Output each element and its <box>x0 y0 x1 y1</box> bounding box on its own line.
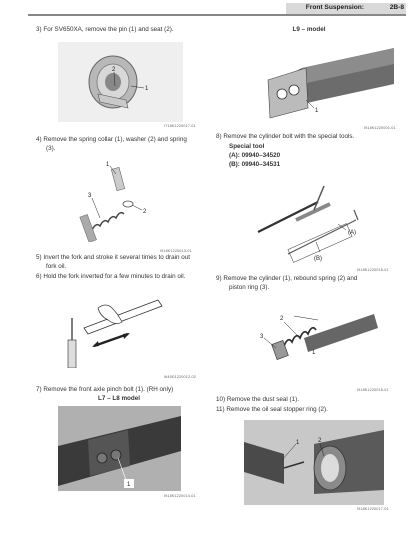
figure-1-code: I718K1220017-01 <box>164 124 196 128</box>
svg-text:1: 1 <box>312 350 316 356</box>
special-tools-illustration <box>248 180 376 265</box>
spring-collar-illustration <box>70 160 195 242</box>
model-l7-l8-heading: L7 – L8 model <box>98 395 140 402</box>
model-l9-heading: L9 – model <box>292 26 326 33</box>
figure-2-code: I918K1220013-01 <box>160 249 192 253</box>
step-4-text-line2: (3). <box>46 145 56 152</box>
dust-seal-photo <box>244 420 384 505</box>
figure-axle-pinch-bolt <box>58 406 181 491</box>
svg-text:1: 1 <box>145 86 149 92</box>
svg-text:(B): (B) <box>314 256 322 262</box>
drain-oil-illustration <box>58 288 188 368</box>
figure-4-code: I918K1220014-01 <box>164 494 196 498</box>
step-5-text-line1: 5) Invert the fork and stroke it several times to drain out <box>36 254 190 261</box>
section-title: Front Suspension: <box>305 4 364 11</box>
svg-text:2: 2 <box>280 316 284 322</box>
special-tool-a: (A): 09940–34520 <box>229 152 281 159</box>
figure-3-code: I649D1220012-02 <box>164 375 196 379</box>
svg-text:2: 2 <box>318 438 322 444</box>
svg-text:1: 1 <box>315 108 319 114</box>
pin-seat-illustration <box>58 42 183 122</box>
svg-text:(A): (A) <box>348 230 356 236</box>
step-10-text: 10) Remove the dust seal (1). <box>216 396 299 403</box>
header-rule <box>28 14 406 16</box>
figure-5-code: I918K1220001-01 <box>364 126 396 130</box>
step-11-text: 11) Remove the oil seal stopper ring (2). <box>216 406 328 413</box>
l9-caliper-illustration <box>262 40 402 122</box>
figure-cylinder-spring <box>244 298 379 378</box>
special-tool-b: (B): 09940–34531 <box>229 161 281 168</box>
figure-6-code: I918K1220016-01 <box>357 268 389 272</box>
special-tool-title: Special tool <box>229 143 265 150</box>
step-5-text-line2: fork oil. <box>46 263 67 270</box>
svg-text:1: 1 <box>127 482 131 488</box>
figure-pin-seat <box>58 42 183 122</box>
figure-l9-caliper <box>262 40 402 122</box>
step-8-text: 8) Remove the cylinder bolt with the special tools. <box>216 133 355 140</box>
step-9-text-line2: piston ring (3). <box>229 284 270 291</box>
cylinder-spring-illustration <box>244 298 379 378</box>
figure-special-tools <box>248 180 376 265</box>
figure-drain-oil <box>58 288 188 368</box>
step-9-text-line1: 9) Remove the cylinder (1), rebound spring (2) and <box>216 275 358 282</box>
step-7-text: 7) Remove the front axle pinch bolt (1). (RH only) <box>36 386 174 393</box>
axle-pinch-bolt-photo <box>58 406 181 491</box>
svg-text:1: 1 <box>106 162 110 168</box>
figure-7-code: I918K1220016-01 <box>357 388 389 392</box>
svg-text:2: 2 <box>143 209 147 215</box>
figure-8-code: I918K1220017-01 <box>357 507 389 511</box>
step-3-text: 3) For SV650XA, remove the pin (1) and seat (2). <box>36 26 174 33</box>
page-number: 2B-8 <box>389 4 404 11</box>
step-6-text: 6) Hold the fork inverted for a few minutes to drain oil. <box>36 273 186 280</box>
step-4-text-line1: 4) Remove the spring collar (1), washer (2) and spring <box>36 136 187 143</box>
figure-spring-collar <box>70 160 195 242</box>
svg-text:3: 3 <box>260 334 264 340</box>
figure-dust-seal <box>244 420 384 505</box>
svg-text:2: 2 <box>112 67 116 73</box>
svg-text:1: 1 <box>296 440 300 446</box>
svg-text:3: 3 <box>88 193 92 199</box>
